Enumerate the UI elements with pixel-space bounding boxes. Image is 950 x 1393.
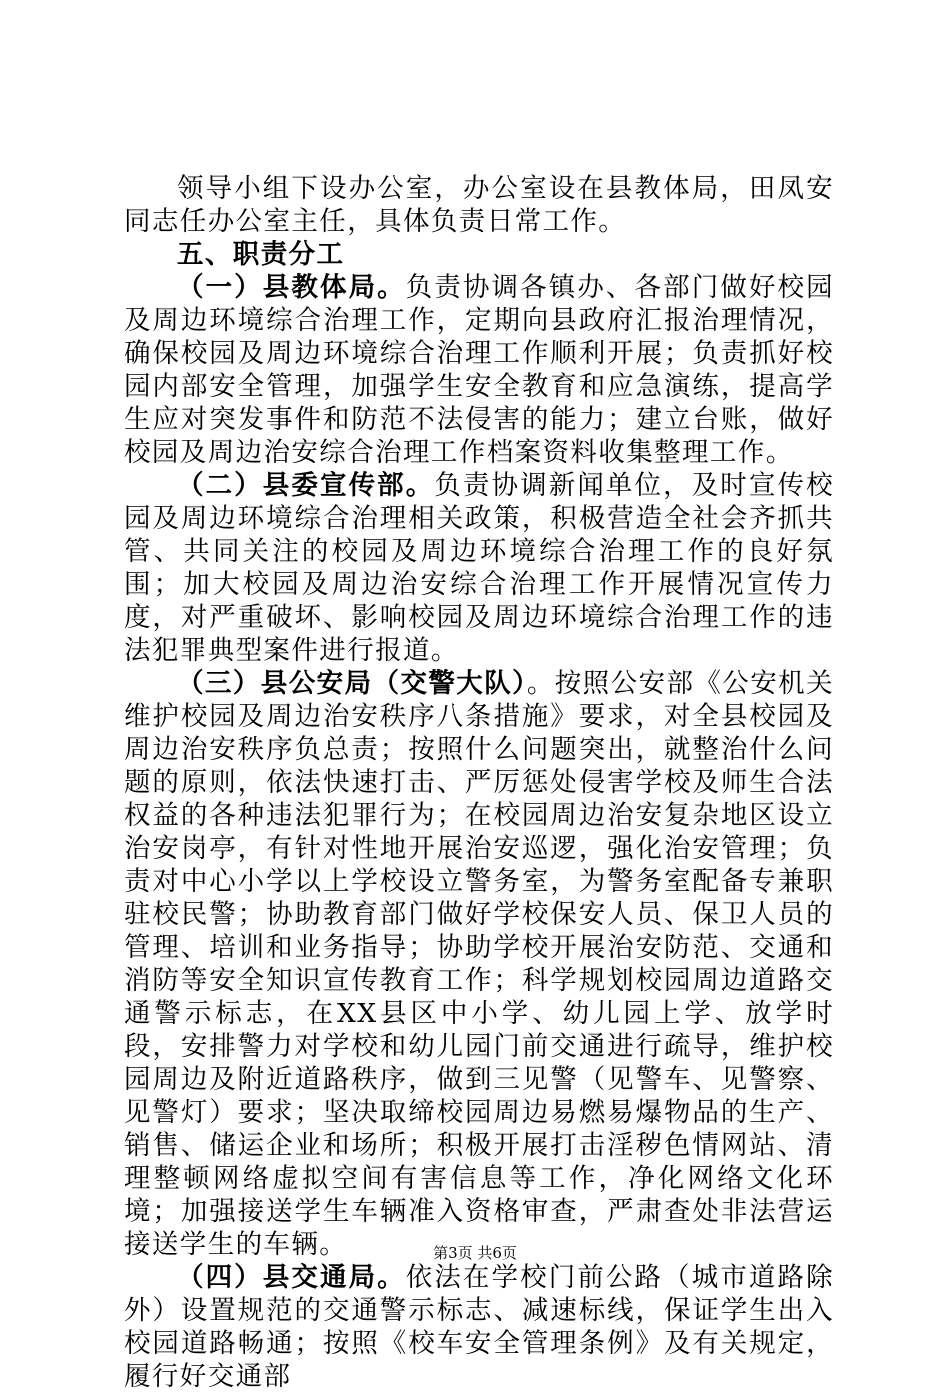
- section-title: 五、职责分工: [177, 239, 345, 270]
- paragraph-lead: （四）县交通局。: [177, 1262, 406, 1293]
- paragraph-text: 依法在学校门前公路（城市道路除外）设置规范的交通警示标志、减速标线，保证学生出入校园道路畅通；按照《校车安全管理条例》及有关规定，履行好交通部: [124, 1262, 834, 1392]
- paragraph-office: [124, 172, 834, 238]
- paragraph-text: 负责协调各镇办、各部门做好校园及周边环境综合治理工作，定期向县政府汇报治理情况，确保校园及周边环境综合治理工作顺利开展；负责抓好校园内部安全管理，加强学生安全教育和应急演练，提高学生应对突发事件和防范不法侵害的能力；建立台账，做好校园及周边治安综合治理工作档案资料收集整理工作。: [124, 272, 834, 468]
- page-footer: [0, 1243, 950, 1263]
- page-number: 第3页 共6页: [433, 1244, 517, 1262]
- paragraph-text: 负责协调新闻单位，及时宣传校园及周边环境综合治理相关政策，积极营造全社会齐抓共管、共同关注的校园及周边环境综合治理工作的良好氛围；加大校园及周边治安综合治理工作开展情况宣传力度，对严重破坏、影响校园及周边环境综合治理工作的违法犯罪典型案件进行报道。: [124, 470, 834, 666]
- paragraph-text: 领导小组下设办公室，办公室设在县教体局，田凤安同志任办公室主任，具体负责日常工作。: [124, 173, 834, 237]
- paragraph-lead: （二）县委宣传部。: [177, 470, 435, 501]
- paragraph-transport-bureau: [124, 1261, 834, 1393]
- paragraph-public-security: [124, 667, 834, 1261]
- paragraph-education-bureau: [124, 271, 834, 469]
- paragraph-text: 。按照公安部《公安机关维护校园及周边治安秩序八条措施》要求，对全县校园及周边治安秩序负总责；按照什么问题突出，就整治什么问题的原则，依法快速打击、严厉惩处侵害学校及师生合法权益的各种违法犯罪行为；在校园周边治安复杂地区设立治安岗亭，有针对性地开展治安巡逻，强化治安管理；负责对中心小学以上学校设立警务室，为警务室配备专兼职驻校民警；协助教育部门做好学校保安人员、保卫人员的管理、培训和业务指导；协助学校开展治安防范、交通和消防等安全知识宣传教育工作；科学规划校园周边道路交通警示标志，在XX县区中小学、幼儿园上学、放学时段，安排警力对学校和幼儿园门前交通进行疏导，维护校园周边及附近道路秩序，做到三见警（见警车、见警察、见警灯）要求；坚决取缔校园周边易燃易爆物品的生产、销售、储运企业和场所；积极开展打击淫秽色情网站、清理整顿网络虚拟空间有害信息等工作，净化网络文化环境；加强接送学生车辆准入资格审查，严肃查处非法营运接送学生的车辆。: [124, 668, 834, 1260]
- paragraph-lead: （一）县教体局。: [177, 272, 406, 303]
- document-body: [124, 172, 834, 1393]
- paragraph-lead: （三）县公安局（交警大队）: [177, 668, 527, 699]
- paragraph-publicity-dept: [124, 469, 834, 667]
